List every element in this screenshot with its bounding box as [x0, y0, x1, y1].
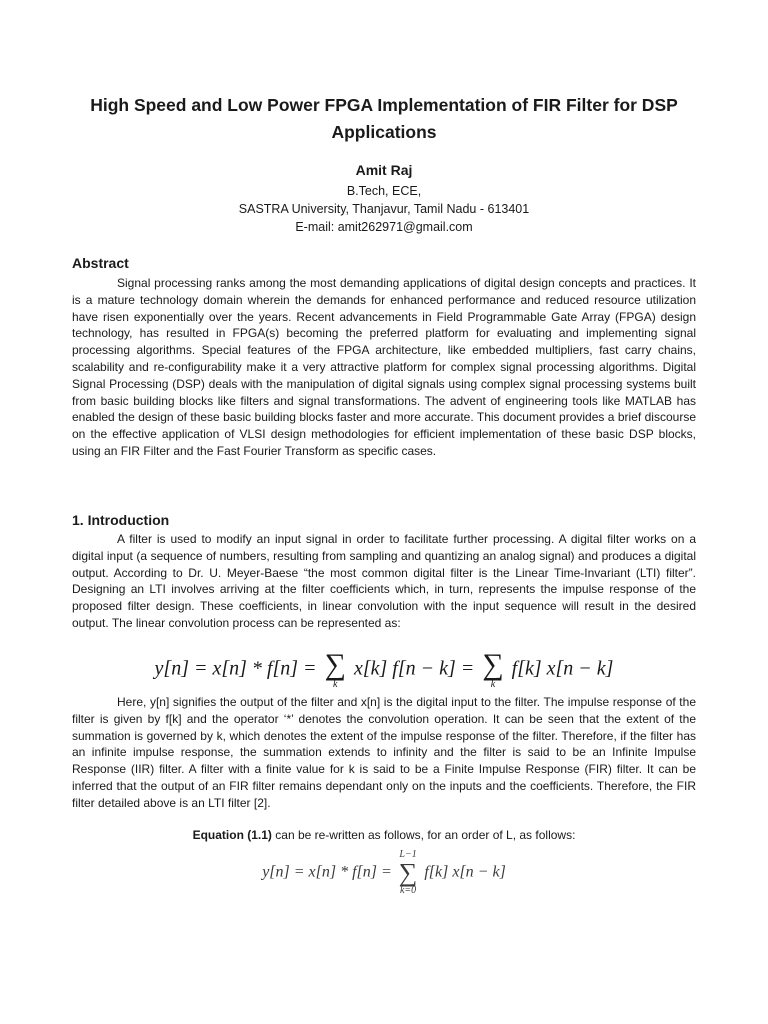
- summation-symbol: L−1 ∑ k=0: [398, 849, 418, 896]
- equation-2-term: f[k] x[n − k]: [424, 863, 506, 881]
- summation-symbol: ∑ k: [324, 648, 346, 690]
- author-email: E-mail: amit262971@gmail.com: [295, 220, 473, 234]
- equation-1-term-2: f[k] x[n − k]: [511, 657, 614, 680]
- equation-2-sum-upper: L−1: [399, 849, 417, 860]
- equation-2-sum-lower: k=0: [399, 885, 417, 896]
- author-university: SASTRA University, Thanjavur, Tamil Nadu - 613401: [238, 202, 530, 216]
- equation-1-lhs: y[n] = x[n] * f[n] =: [154, 657, 317, 680]
- introduction-heading: 1. Introduction: [72, 512, 170, 528]
- abstract-heading: Abstract: [72, 255, 129, 271]
- introduction-paragraph-1: A filter is used to modify an input signal in order to facilitate further processing. A digital filter works on a digital input (a sequence of numbers, resulting from sampling and quantizing an analog signal) and produces a digital output. According to Dr. U. Meyer-Baese “the most common digital filter is the Linear Time-Invariant (LTI) filter”. Designing an LTI involves arriving at the filter coefficients which, in turn, represents the impulse response of the proposed filter design. These coefficients, in linear convolution with the input sequence will result in the desired output. The linear convolution process can be represented as:: [72, 532, 696, 630]
- convolution-equation: [0, 650, 768, 690]
- fir-order-equation: [0, 850, 768, 896]
- author-name: Amit Raj: [355, 162, 413, 178]
- equation-1-sum-index-b: k: [490, 679, 496, 690]
- equation-reference: Equation (1.1): [192, 828, 272, 842]
- abstract-body: Signal processing ranks among the most demanding applications of digital design concepts and practices. It is a mature technology domain wherein the demands for enhanced performance and reduced resource utilization have risen exponentially over the years. Recent advancements in Field Programmable Gate Array (FPGA) design technology, has resulted in FPGA(s) becoming the preferred platform for evaluating and implementing signal processing algorithms. Special features of the FPGA architecture, like embedded multipliers, fast carry chains, scalability and re-configurability make it a very attractive platform for complex signal processing algorithms. Digital Signal Processing (DSP) deals with the manipulation of digital signals using complex signal processing systems built from basic building blocks like filters and signal transformations. The advent of engineering tools like MATLAB has enabled the design of these basic building blocks faster and more accurate. This document provides a brief discourse on the effective application of VLSI design methodologies for efficient implementation of these basic DSP blocks, using an FIR Filter and the Fast Fourier Transform as specific cases.: [72, 276, 696, 458]
- equation-intro-text: can be re-written as follows, for an order of L, as follows:: [271, 828, 576, 842]
- introduction-paragraph-2: Here, y[n] signifies the output of the filter and x[n] is the digital input to the filter. The impulse response of the filter is given by f[k] and the operator ‘*’ denotes the convolution operation. It can be seen that the extent of the summation is governed by k, which denotes the extent of the impulse response of the filter. Therefore, if the filter has an infinite impulse response, the summation extends to infinity and the filter is said to be an Infinite Impulse Response (IIR) filter. A filter with a finite value for k is said to be a Finite Impulse Response (FIR) filter. It can be inferred that the output of an FIR filter remains dependant only on the inputs and the coefficients. Therefore, the FIR filter detailed above is an LTI filter [2].: [72, 695, 696, 810]
- equation-1-term-1: x[k] f[n − k] =: [353, 657, 475, 680]
- summation-symbol: ∑ k: [482, 648, 504, 690]
- equation-2-lhs: y[n] = x[n] * f[n] =: [262, 863, 392, 881]
- author-degree: B.Tech, ECE,: [346, 184, 422, 198]
- equation-1-sum-index-a: k: [333, 679, 338, 690]
- paper-title: High Speed and Low Power FPGA Implementation of FIR Filter for DSP Applications: [90, 95, 678, 142]
- equation-intro-line: [0, 828, 768, 842]
